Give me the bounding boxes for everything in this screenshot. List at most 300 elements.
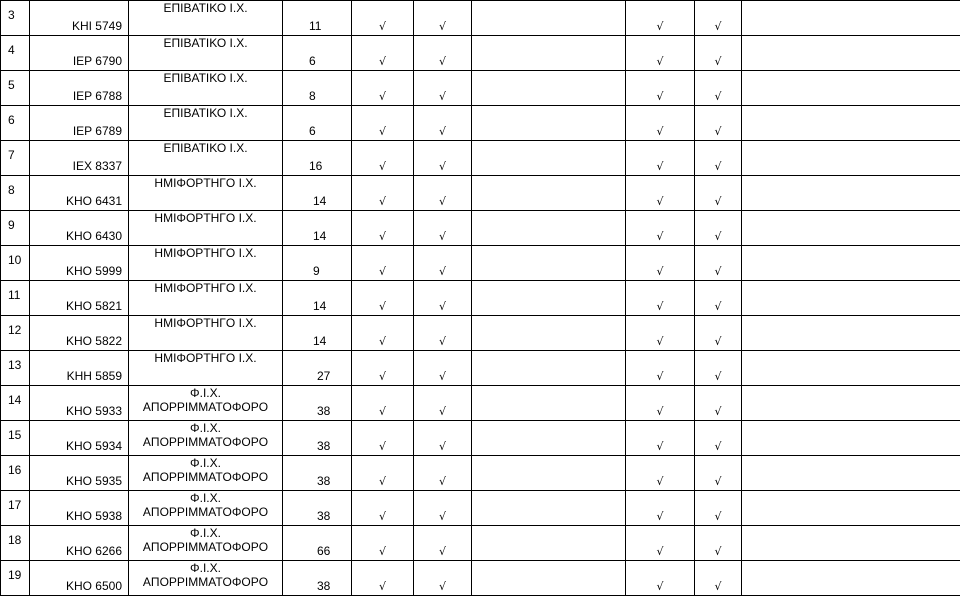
check-cell-1	[352, 316, 414, 351]
check-mark-2: √	[414, 265, 471, 278]
vehicle-type-line-1: ΕΠΙΒΑΤΙΚΟ Ι.Χ.	[129, 36, 282, 50]
vehicle-type-line-2	[129, 260, 282, 261]
seats-cell	[283, 106, 352, 141]
plate-cell	[30, 421, 129, 456]
check-cell-3	[472, 351, 626, 386]
vehicle-type-cell	[129, 1, 283, 36]
vehicle-type-line-2: ΑΠΟΡΡΙΜΜΑΤΟΦΟΡΟ	[129, 470, 282, 484]
check-mark-1: √	[352, 580, 413, 593]
plate-cell	[30, 1, 129, 36]
vehicle-type-line-1: ΕΠΙΒΑΤΙΚΟ Ι.Χ.	[129, 71, 282, 85]
seats-value: 38	[317, 405, 330, 418]
plate-number: ΚΗΟ 5934	[66, 440, 122, 453]
check-mark-5: √	[695, 230, 741, 243]
check-cell-4	[626, 106, 695, 141]
row-number: 7	[8, 148, 15, 162]
table-row	[1, 281, 960, 316]
check-mark-4: √	[626, 545, 694, 558]
check-mark-5: √	[695, 125, 741, 138]
check-cell-3	[472, 456, 626, 491]
check-cell-5	[695, 351, 742, 386]
seats-cell	[283, 71, 352, 106]
check-cell-6	[742, 316, 960, 351]
check-cell-1	[352, 106, 414, 141]
check-mark-1: √	[352, 230, 413, 243]
check-mark-4: √	[626, 195, 694, 208]
table-row	[1, 561, 960, 596]
vehicle-type-line-2	[129, 225, 282, 226]
plate-number: ΚΗΙ 5749	[72, 20, 122, 33]
row-number-cell	[1, 176, 30, 211]
seats-value: 14	[313, 335, 326, 348]
vehicle-type-cell	[129, 386, 283, 421]
check-mark-2: √	[414, 300, 471, 313]
check-cell-1	[352, 1, 414, 36]
seats-cell	[283, 526, 352, 561]
check-cell-6	[742, 561, 960, 596]
check-mark-2: √	[414, 370, 471, 383]
check-cell-6	[742, 386, 960, 421]
check-cell-3	[472, 106, 626, 141]
check-cell-4	[626, 456, 695, 491]
vehicle-type-line-1: ΗΜΙΦΟΡΤΗΓΟ Ι.Χ.	[129, 351, 282, 365]
plate-cell	[30, 36, 129, 71]
check-mark-2: √	[414, 545, 471, 558]
seats-value: 6	[309, 125, 316, 138]
check-cell-3	[472, 211, 626, 246]
row-number: 13	[8, 358, 21, 372]
check-mark-2: √	[414, 475, 471, 488]
check-cell-6	[742, 456, 960, 491]
row-number: 11	[8, 288, 20, 302]
table-row	[1, 1, 960, 36]
row-number-cell	[1, 246, 30, 281]
plate-number: ΚΗΟ 5935	[66, 475, 122, 488]
check-mark-4: √	[626, 335, 694, 348]
vehicle-type-cell	[129, 246, 283, 281]
check-cell-5	[695, 281, 742, 316]
check-cell-2	[414, 281, 472, 316]
vehicle-type-line-1: Φ.Ι.Χ.	[129, 526, 282, 540]
check-mark-1: √	[352, 20, 413, 33]
check-cell-3	[472, 246, 626, 281]
vehicle-type-line-1: Φ.Ι.Χ.	[129, 421, 282, 435]
row-number: 5	[8, 78, 15, 92]
vehicle-type-line-2	[129, 330, 282, 331]
check-cell-2	[414, 71, 472, 106]
check-cell-5	[695, 36, 742, 71]
vehicle-type-cell	[129, 316, 283, 351]
row-number-cell	[1, 421, 30, 456]
check-cell-6	[742, 106, 960, 141]
seats-value: 9	[313, 265, 320, 278]
plate-cell	[30, 281, 129, 316]
check-mark-1: √	[352, 265, 413, 278]
table-row	[1, 71, 960, 106]
check-cell-5	[695, 246, 742, 281]
vehicle-type-line-1: Φ.Ι.Χ.	[129, 456, 282, 470]
row-number: 3	[8, 8, 15, 22]
seats-cell	[283, 316, 352, 351]
vehicle-type-line-2	[129, 85, 282, 86]
check-cell-1	[352, 36, 414, 71]
check-cell-6	[742, 351, 960, 386]
check-cell-4	[626, 141, 695, 176]
seats-value: 38	[317, 510, 330, 523]
row-number-cell	[1, 36, 30, 71]
row-number-cell	[1, 141, 30, 176]
seats-cell	[283, 246, 352, 281]
check-mark-4: √	[626, 125, 694, 138]
row-number: 8	[8, 183, 15, 197]
plate-cell	[30, 106, 129, 141]
seats-value: 14	[313, 195, 326, 208]
check-cell-5	[695, 386, 742, 421]
table-row	[1, 36, 960, 71]
row-number-cell	[1, 526, 30, 561]
seats-cell	[283, 491, 352, 526]
check-mark-4: √	[626, 265, 694, 278]
plate-number: ΚΗΟ 5933	[66, 405, 122, 418]
vehicle-type-cell	[129, 281, 283, 316]
vehicle-type-line-2	[129, 120, 282, 121]
seats-cell	[283, 281, 352, 316]
check-cell-5	[695, 456, 742, 491]
vehicle-type-cell	[129, 456, 283, 491]
check-mark-4: √	[626, 55, 694, 68]
check-cell-6	[742, 71, 960, 106]
plate-cell	[30, 526, 129, 561]
row-number-cell	[1, 71, 30, 106]
plate-number: ΚΗΟ 6500	[66, 580, 122, 593]
check-cell-3	[472, 36, 626, 71]
check-mark-4: √	[626, 230, 694, 243]
seats-value: 14	[313, 230, 326, 243]
table-row	[1, 141, 960, 176]
seats-cell	[283, 141, 352, 176]
check-cell-4	[626, 526, 695, 561]
row-number: 16	[8, 463, 21, 477]
row-number-cell	[1, 351, 30, 386]
check-cell-3	[472, 421, 626, 456]
row-number: 15	[8, 428, 21, 442]
seats-value: 6	[309, 55, 316, 68]
row-number: 4	[8, 43, 15, 57]
check-cell-6	[742, 1, 960, 36]
seats-value: 16	[309, 160, 322, 173]
check-mark-1: √	[352, 370, 413, 383]
check-cell-1	[352, 456, 414, 491]
seats-cell	[283, 36, 352, 71]
check-cell-5	[695, 106, 742, 141]
check-cell-5	[695, 211, 742, 246]
check-cell-6	[742, 491, 960, 526]
plate-cell	[30, 176, 129, 211]
table-row	[1, 386, 960, 421]
vehicle-type-line-2: ΑΠΟΡΡΙΜΜΑΤΟΦΟΡΟ	[129, 540, 282, 554]
plate-number: ΚΗΟ 6266	[66, 545, 122, 558]
check-cell-4	[626, 1, 695, 36]
plate-number: ΙΕΡ 6788	[73, 90, 122, 103]
vehicle-type-line-1: ΗΜΙΦΟΡΤΗΓΟ Ι.Χ.	[129, 246, 282, 260]
check-cell-5	[695, 421, 742, 456]
vehicle-type-line-1: ΗΜΙΦΟΡΤΗΓΟ Ι.Χ.	[129, 176, 282, 190]
check-mark-5: √	[695, 55, 741, 68]
row-number-cell	[1, 561, 30, 596]
vehicle-type-line-1: ΗΜΙΦΟΡΤΗΓΟ Ι.Χ.	[129, 281, 282, 295]
check-cell-6	[742, 281, 960, 316]
plate-number: ΙΕΡ 6789	[73, 125, 122, 138]
row-number-cell	[1, 386, 30, 421]
table-row	[1, 106, 960, 141]
check-cell-3	[472, 386, 626, 421]
row-number: 18	[8, 533, 21, 547]
check-mark-2: √	[414, 440, 471, 453]
plate-number: ΚΗΟ 5938	[66, 510, 122, 523]
seats-cell	[283, 421, 352, 456]
row-number-cell	[1, 211, 30, 246]
plate-cell	[30, 211, 129, 246]
vehicle-type-cell	[129, 211, 283, 246]
plate-number: ΚΗΟ 5999	[66, 265, 122, 278]
check-mark-5: √	[695, 510, 741, 523]
table-row	[1, 491, 960, 526]
check-mark-5: √	[695, 90, 741, 103]
check-mark-4: √	[626, 20, 694, 33]
check-mark-2: √	[414, 90, 471, 103]
check-mark-2: √	[414, 580, 471, 593]
check-mark-1: √	[352, 55, 413, 68]
check-cell-1	[352, 211, 414, 246]
check-cell-5	[695, 561, 742, 596]
check-cell-5	[695, 491, 742, 526]
seats-cell	[283, 561, 352, 596]
seats-value: 14	[313, 300, 326, 313]
vehicle-type-line-1: ΕΠΙΒΑΤΙΚΟ Ι.Χ.	[129, 106, 282, 120]
vehicle-type-line-2: ΑΠΟΡΡΙΜΜΑΤΟΦΟΡΟ	[129, 435, 282, 449]
check-cell-3	[472, 141, 626, 176]
seats-value: 8	[309, 90, 316, 103]
vehicle-type-cell	[129, 176, 283, 211]
check-mark-4: √	[626, 580, 694, 593]
check-mark-1: √	[352, 545, 413, 558]
check-mark-5: √	[695, 545, 741, 558]
check-mark-2: √	[414, 405, 471, 418]
check-mark-4: √	[626, 475, 694, 488]
check-cell-2	[414, 456, 472, 491]
check-cell-2	[414, 526, 472, 561]
check-mark-1: √	[352, 90, 413, 103]
check-cell-1	[352, 491, 414, 526]
check-mark-4: √	[626, 405, 694, 418]
check-cell-6	[742, 36, 960, 71]
check-cell-2	[414, 351, 472, 386]
check-cell-1	[352, 351, 414, 386]
row-number: 19	[8, 568, 21, 582]
check-cell-6	[742, 141, 960, 176]
check-cell-1	[352, 281, 414, 316]
seats-cell	[283, 1, 352, 36]
check-cell-1	[352, 561, 414, 596]
vehicle-type-line-2: ΑΠΟΡΡΙΜΜΑΤΟΦΟΡΟ	[129, 505, 282, 519]
table-row	[1, 351, 960, 386]
check-cell-1	[352, 176, 414, 211]
seats-value: 38	[317, 475, 330, 488]
row-number: 10	[8, 253, 21, 267]
check-cell-4	[626, 561, 695, 596]
check-cell-2	[414, 36, 472, 71]
row-number-cell	[1, 106, 30, 141]
seats-value: 27	[317, 370, 330, 383]
check-cell-4	[626, 386, 695, 421]
check-mark-5: √	[695, 195, 741, 208]
vehicle-type-cell	[129, 71, 283, 106]
plate-number: ΚΗΗ 5859	[67, 370, 122, 383]
row-number: 12	[8, 323, 21, 337]
vehicle-type-cell	[129, 141, 283, 176]
check-cell-2	[414, 421, 472, 456]
vehicle-type-line-2	[129, 365, 282, 366]
check-cell-3	[472, 526, 626, 561]
vehicle-type-line-1: ΗΜΙΦΟΡΤΗΓΟ Ι.Χ.	[129, 211, 282, 225]
check-mark-2: √	[414, 230, 471, 243]
check-cell-1	[352, 421, 414, 456]
check-mark-1: √	[352, 405, 413, 418]
check-mark-5: √	[695, 265, 741, 278]
seats-value: 38	[317, 440, 330, 453]
check-cell-3	[472, 176, 626, 211]
check-mark-1: √	[352, 125, 413, 138]
vehicle-type-line-1: ΗΜΙΦΟΡΤΗΓΟ Ι.Χ.	[129, 316, 282, 330]
plate-cell	[30, 316, 129, 351]
vehicle-type-line-1: ΕΠΙΒΑΤΙΚΟ Ι.Χ.	[129, 141, 282, 155]
vehicle-type-line-2	[129, 15, 282, 16]
plate-cell	[30, 561, 129, 596]
vehicle-type-cell	[129, 36, 283, 71]
seats-cell	[283, 351, 352, 386]
vehicle-type-line-2	[129, 190, 282, 191]
vehicle-type-cell	[129, 561, 283, 596]
plate-cell	[30, 386, 129, 421]
table-row	[1, 246, 960, 281]
check-cell-6	[742, 246, 960, 281]
check-cell-1	[352, 141, 414, 176]
check-mark-2: √	[414, 510, 471, 523]
seats-cell	[283, 386, 352, 421]
seats-value: 11	[309, 20, 321, 33]
plate-number: ΚΗΟ 6431	[66, 195, 122, 208]
table-row	[1, 526, 960, 561]
table-row	[1, 456, 960, 491]
vehicle-type-cell	[129, 351, 283, 386]
seats-value: 38	[317, 580, 330, 593]
check-cell-2	[414, 141, 472, 176]
row-number-cell	[1, 456, 30, 491]
check-mark-5: √	[695, 160, 741, 173]
check-cell-2	[414, 316, 472, 351]
check-mark-2: √	[414, 55, 471, 68]
check-cell-5	[695, 526, 742, 561]
row-number-cell	[1, 281, 30, 316]
vehicle-type-line-1: Φ.Ι.Χ.	[129, 386, 282, 400]
check-cell-2	[414, 1, 472, 36]
check-cell-6	[742, 176, 960, 211]
check-mark-5: √	[695, 440, 741, 453]
row-number: 6	[8, 113, 15, 127]
check-mark-5: √	[695, 335, 741, 348]
check-cell-3	[472, 316, 626, 351]
plate-number: ΚΗΟ 5822	[66, 335, 122, 348]
table-row	[1, 421, 960, 456]
check-cell-2	[414, 386, 472, 421]
check-cell-4	[626, 71, 695, 106]
plate-number: ΙΕΡ 6790	[73, 55, 122, 68]
check-cell-4	[626, 281, 695, 316]
check-cell-5	[695, 176, 742, 211]
check-cell-6	[742, 526, 960, 561]
plate-number: ΚΗΟ 6430	[66, 230, 122, 243]
check-cell-5	[695, 1, 742, 36]
check-cell-3	[472, 1, 626, 36]
plate-number: ΚΗΟ 5821	[66, 300, 122, 313]
seats-cell	[283, 176, 352, 211]
check-cell-4	[626, 421, 695, 456]
vehicle-type-line-1: ΕΠΙΒΑΤΙΚΟ Ι.Χ.	[129, 1, 282, 15]
check-mark-4: √	[626, 510, 694, 523]
vehicle-type-line-1: Φ.Ι.Χ.	[129, 561, 282, 575]
check-mark-5: √	[695, 300, 741, 313]
check-cell-3	[472, 71, 626, 106]
check-cell-3	[472, 281, 626, 316]
check-cell-4	[626, 491, 695, 526]
vehicle-type-cell	[129, 421, 283, 456]
check-mark-5: √	[695, 370, 741, 383]
check-cell-2	[414, 176, 472, 211]
check-cell-6	[742, 211, 960, 246]
table-row	[1, 176, 960, 211]
seats-cell	[283, 211, 352, 246]
vehicle-type-cell	[129, 526, 283, 561]
check-mark-5: √	[695, 475, 741, 488]
check-cell-4	[626, 211, 695, 246]
check-mark-5: √	[695, 20, 741, 33]
seats-cell	[283, 456, 352, 491]
table-row	[1, 211, 960, 246]
seats-value: 66	[317, 545, 330, 558]
plate-cell	[30, 456, 129, 491]
plate-cell	[30, 351, 129, 386]
check-mark-2: √	[414, 125, 471, 138]
vehicle-type-cell	[129, 106, 283, 141]
check-mark-1: √	[352, 510, 413, 523]
row-number-cell	[1, 316, 30, 351]
check-cell-5	[695, 141, 742, 176]
check-cell-3	[472, 561, 626, 596]
check-mark-4: √	[626, 90, 694, 103]
check-mark-1: √	[352, 300, 413, 313]
check-cell-2	[414, 561, 472, 596]
check-mark-1: √	[352, 335, 413, 348]
check-mark-4: √	[626, 440, 694, 453]
vehicle-type-line-1: Φ.Ι.Χ.	[129, 491, 282, 505]
vehicle-type-line-2: ΑΠΟΡΡΙΜΜΑΤΟΦΟΡΟ	[129, 575, 282, 589]
row-number-cell	[1, 1, 30, 36]
row-number: 9	[8, 218, 15, 232]
vehicle-type-line-2	[129, 295, 282, 296]
check-cell-2	[414, 211, 472, 246]
vehicle-type-line-2	[129, 50, 282, 51]
check-cell-1	[352, 71, 414, 106]
